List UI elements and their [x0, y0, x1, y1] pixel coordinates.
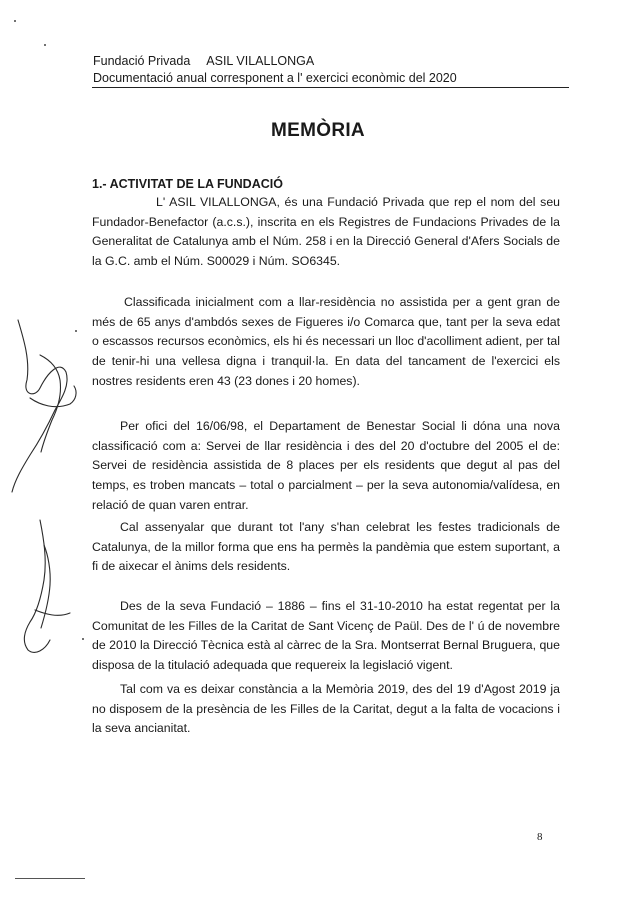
header-org-prefix: Fundació Privada	[93, 54, 191, 68]
paragraph-2: Classificada inicialment com a llar-residència no assistida per a gent gran de més de 65 anys d'ambdós sexes de Figueres i/o Comarca que, tant per la seva edat o escassos recursos econòmics, els hi és necessari un lloc d'acolliment adient, per tal de tenir-hi una vellesa digna i tranquil·la. En data del tancament de l'exercici els nostres residents eren 43 (23 dones i 20 homes).	[92, 295, 560, 388]
header-rule	[92, 87, 569, 88]
paragraph-4: Cal assenyalar que durant tot l'any s'han celebrat les festes tradicionals de Catalunya, de la millor forma que ens ha permès la pandèmia que estem suportant, a fi de aixecar el ànims dels residents.	[92, 520, 560, 574]
signature-scribble-2	[40, 355, 61, 452]
page-number: 8	[537, 831, 543, 843]
section-heading: 1.- ACTIVITAT DE LA FUNDACIÓ	[92, 177, 283, 191]
signature-scribble-3	[30, 386, 76, 407]
signature-scribble-1	[12, 320, 67, 492]
header-org-name: ASIL VILALLONGA	[206, 54, 315, 68]
paragraph-3: Per ofici del 16/06/98, el Departament de Benestar Social li dóna una nova classificació com a: Servei de llar residència i des del 20 d'octubre del 2005 el de: Servei de residència assistida de 8 places per els residents que degut al pas del temps, es troben mancats – total o parcialment – per la seva autonomia/valídesa, en relació de quan varen entrar.	[92, 419, 560, 512]
paragraph-1: L' ASIL VILALLONGA, és una Fundació Privada que rep el nom del seu Fundador-Benefactor (a.c.s.), inscrita en els Registres de Fundacions Privades de la Generalitat de Catalunya amb el Núm. 258 i en la Direcció General d'Afers Socials de la G.C. amb el Núm. S00029 i Núm. SO6345.	[92, 195, 560, 269]
margin-signatures	[0, 0, 120, 900]
paragraph-5: Des de la seva Fundació – 1886 – fins el 31-10-2010 ha estat regentat per la Comunitat de les Filles de la Caritat de Sant Vicenç de Paül. Des de l' ú de novembre de 2010 la Direcció Tècnica està al càrrec de la Sra. Montserrat Bernal Bruguera, que disposa de la titulació adequada que requereix la legislació vigent.	[92, 599, 560, 673]
header-subtitle: Documentació anual corresponent a l' exercici econòmic del 2020	[93, 71, 457, 85]
page-title: MEMÒRIA	[271, 120, 365, 141]
signature-scribble-6	[35, 610, 70, 615]
paragraph-6: Tal com va es deixar constància a la Memòria 2019, des del 19 d'Agost 2019 ja no disposem de la presència de les Filles de la Caritat, degut a la falta de vocacions i la seva ancianitat.	[92, 682, 560, 736]
header-line-1	[93, 54, 314, 68]
signature-scribble-4	[24, 520, 50, 652]
